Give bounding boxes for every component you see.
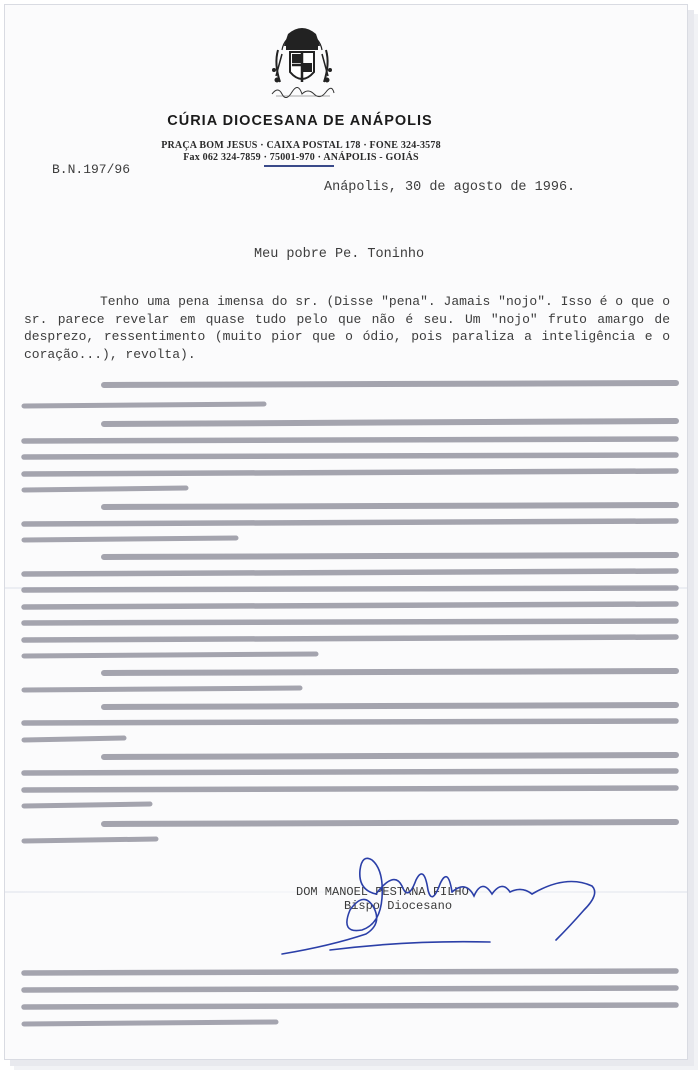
address-line: PRAÇA BOM JESUS · CAIXA POSTAL 178 · FONE 324-3578 [161, 140, 441, 151]
reference-number: B.N.197/96 [52, 162, 131, 177]
body-paragraph: Tenho uma pena imensa do sr. (Disse "pena". Jamais "nojo". Isso é o que o sr. parece revelar em quase tudo pelo que não é seu. Um "nojo" fruto amargo de desprezo, ressentimento (muito pior que o ódio, pois paraliza a inteligência e o coração...), revolta). [24, 294, 670, 362]
salutation: Meu pobre Pe. Toninho [254, 247, 425, 262]
signatory-name: DOM MANOEL PESTANA FILHO [296, 885, 469, 899]
handwritten-signature [270, 850, 610, 970]
letter-date: Anápolis, 30 de agosto de 1996. [324, 180, 576, 195]
signatory-title: Bispo Diocesano [344, 899, 453, 913]
institution-name: CÚRIA DIOCESANA DE ANÁPOLIS [167, 113, 433, 129]
contact-line: Fax 062 324-7859 · 75001-970 · ANÁPOLIS - GOIÁS [183, 152, 419, 163]
